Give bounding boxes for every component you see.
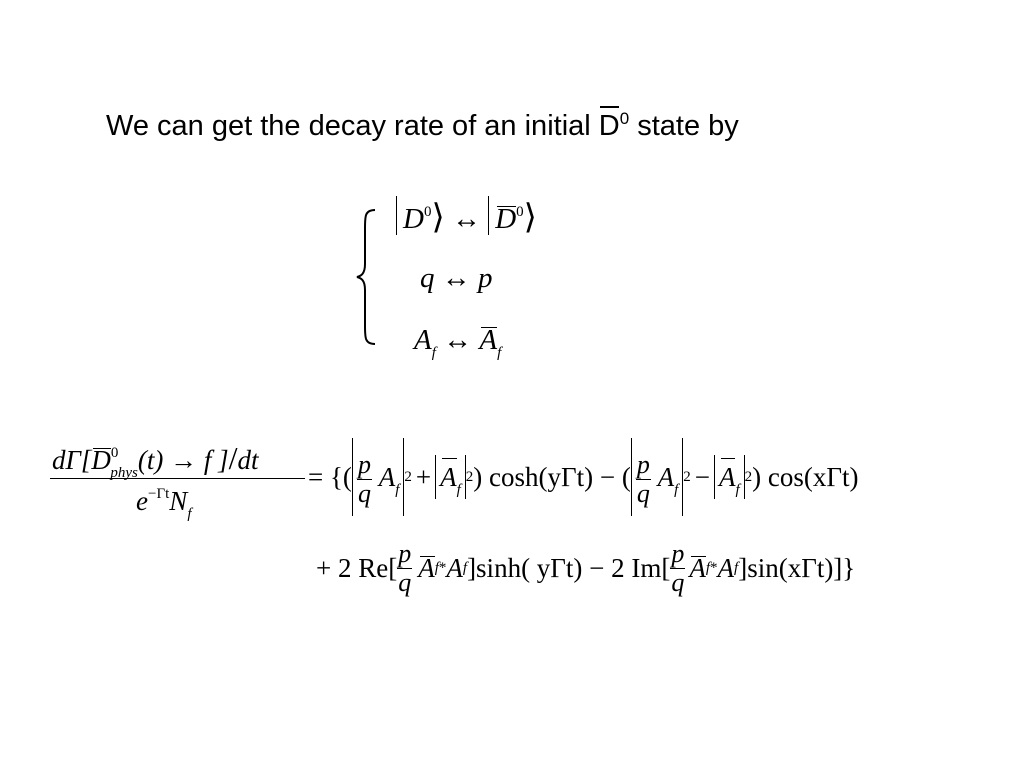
left-brace [355,208,379,346]
dbar-particle: D [598,110,620,142]
rule-row-2: q ↔ p [420,262,493,294]
row3-arrow: ↔ [443,324,473,356]
intro-sup: 0 [619,109,630,128]
lhs-denominator: $e^{-\Gamma t}N_f$ [136,486,192,522]
intro-tail: state by [637,110,739,142]
ket-dbar0: $D^0⟩$ [488,196,537,235]
abs-abar-f-2: $A_f$ [714,455,745,499]
formula-line-2: + 2 Re[ $\frac{p}{q}$ A f * A f ]sinh( yΓt) − 2 Im[ $\frac{p}{q}$ A f * A f ]sin(xΓt)]} [316,539,856,597]
lhs-fraction-bar [50,478,305,479]
abs-pq-af-2: $\frac{p}{q}$ $A_f$ [631,438,683,516]
abs-pq-af: $\frac{p}{q}$ $A_f$ [352,438,404,516]
abs-abar-f: $A_f$ [435,455,466,499]
formula-line-1: = {( $\frac{p}{q}$ $A_f$ 2 + $A_f$ 2 ) cosh(yΓt) − ( $\frac{p}{q}$ $A_f$ 2 − $A_f$ 2 ) cos(xΓt) [308,438,858,516]
ket-d0: $D^0⟩$ [396,196,445,235]
rule-row-3: $A_f$ ↔ $A_f$ [414,324,502,361]
rule-row-1 [396,196,537,236]
intro-text: We can get the decay rate of an initial [106,110,591,142]
row1-arrow: ↔ [451,203,481,235]
intro-heading [106,109,739,143]
lhs-numerator: $d\Gamma[D^0_{phys}(t) \to f$ ]/dt [52,440,259,481]
